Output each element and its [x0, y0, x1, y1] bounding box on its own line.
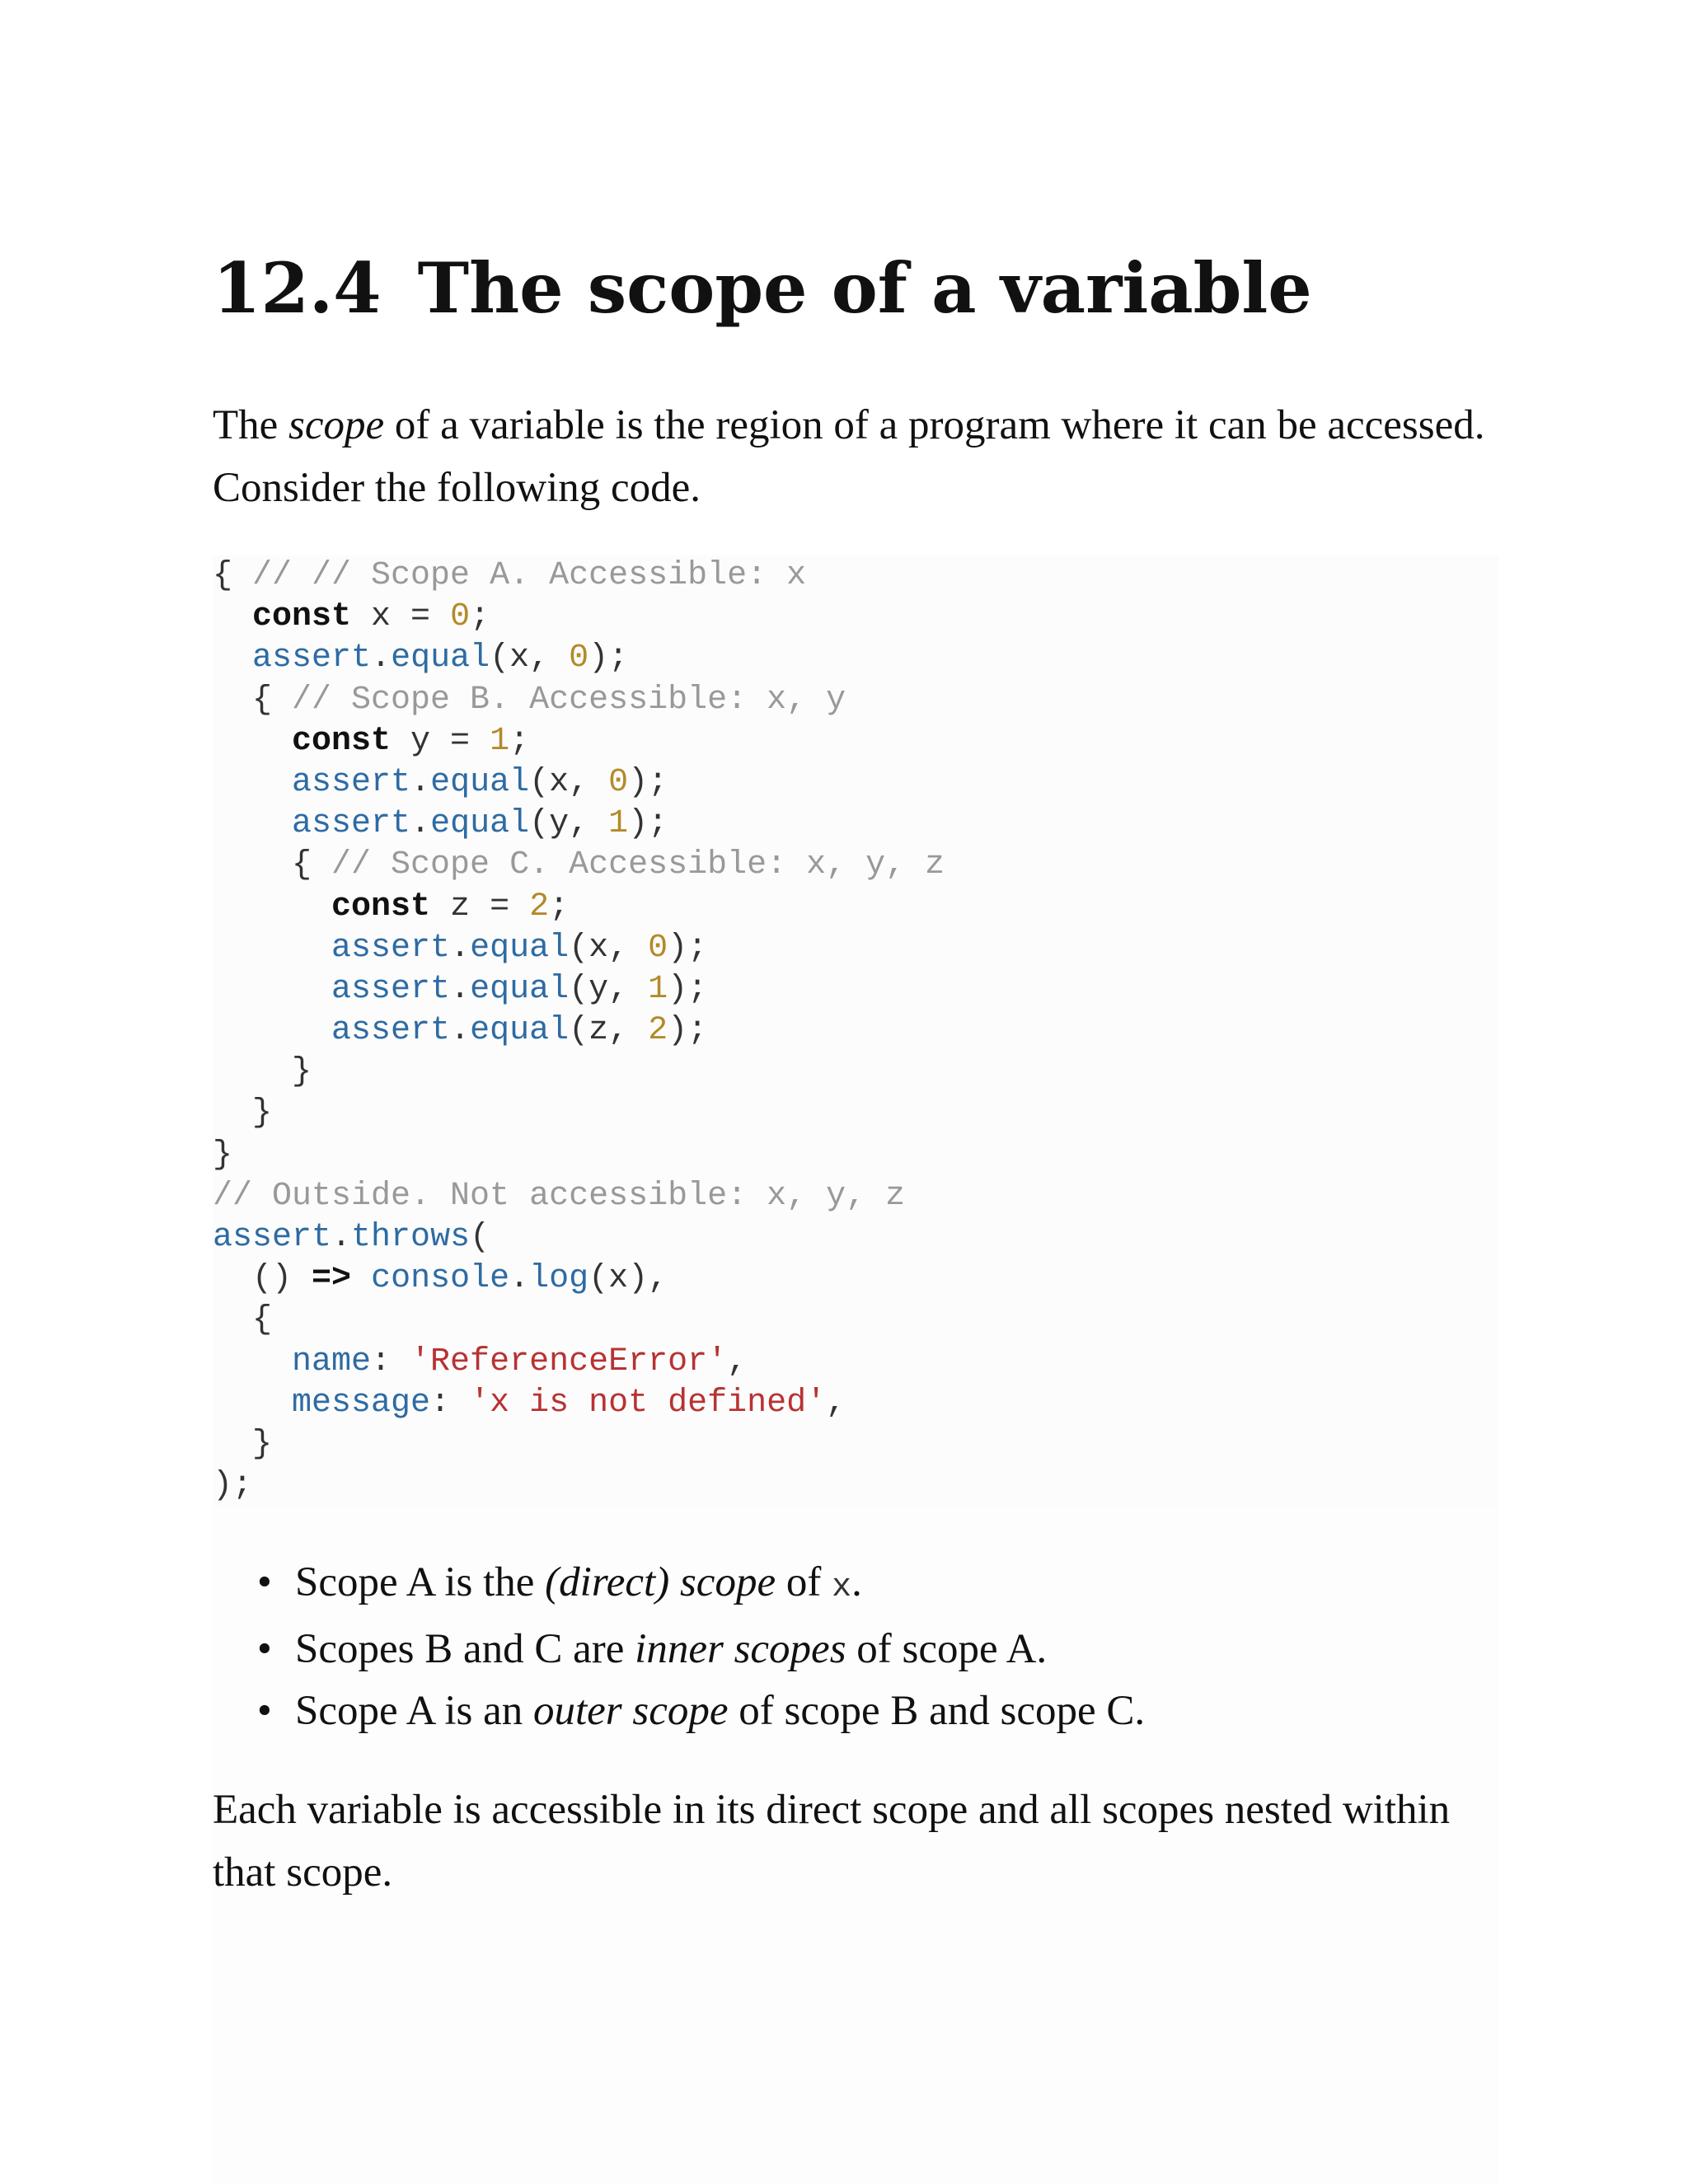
section-heading [213, 247, 1312, 330]
closing-paragraph: Each variable is accessible in its direct scope and all scopes nested within that scope. [213, 1787, 1451, 1896]
code-line: assert.equal(y, 1); [331, 970, 708, 1008]
section-number: 12.4 [213, 247, 382, 329]
intro-text-end: of a variable is the region of a program where it can be accessed. Consider the following code. [213, 402, 1485, 511]
code-line: const y = 1; [292, 722, 530, 760]
bullet-text: of scope B and scope C. [728, 1688, 1146, 1734]
code-line: message: 'x is not defined', [292, 1384, 846, 1422]
list-item [213, 1680, 1145, 1742]
code-line: } [213, 1425, 273, 1463]
code-line: } [213, 1136, 233, 1174]
intro-text-start: The [213, 402, 289, 448]
code-line: { [213, 1301, 273, 1339]
intro-emphasis: scope [288, 402, 385, 448]
bullet-icon: • [257, 1688, 272, 1734]
code-line: assert.equal(z, 2); [331, 1012, 708, 1050]
code-block [213, 555, 1498, 1507]
list-item [213, 1552, 1145, 1619]
bullet-emphasis: inner scopes [635, 1626, 846, 1672]
code-line: ); [213, 1467, 253, 1505]
bullet-text: of [776, 1559, 832, 1605]
code-line: const x = 0; [252, 598, 490, 636]
code-line: assert.equal(x, 0); [331, 929, 708, 967]
code-line: // Outside. Not accessible: x, y, z [213, 1177, 906, 1215]
code-line: { // Scope C. Accessible: x, y, z [213, 846, 945, 884]
bullet-text: Scope A is the [295, 1559, 546, 1605]
code-line: const z = 2; [331, 888, 570, 926]
code-line: } [213, 1053, 312, 1091]
bullet-text: Scopes B and C are [295, 1626, 635, 1672]
code-line: assert.equal(x, 0); [252, 640, 629, 677]
section-title: The scope of a variable [417, 247, 1312, 329]
list-item [213, 1619, 1145, 1680]
bullet-text: Scope A is an [295, 1688, 533, 1734]
code-line: { // // Scope A. Accessible: x [213, 557, 807, 594]
scope-bullet-list [213, 1552, 1145, 1742]
inline-code: x [832, 1569, 852, 1606]
intro-paragraph [213, 394, 1498, 519]
code-line: assert.equal(y, 1); [292, 805, 668, 843]
code-line: { // Scope B. Accessible: x, y [213, 681, 846, 719]
bullet-icon: • [257, 1626, 272, 1672]
code-line: () => console.log(x), [213, 1260, 668, 1298]
code-line: assert.throws( [213, 1219, 490, 1256]
code-line: assert.equal(x, 0); [292, 763, 668, 801]
bullet-text: . [851, 1559, 862, 1605]
code-line: name: 'ReferenceError', [292, 1343, 748, 1380]
bullet-icon: • [257, 1559, 272, 1605]
code-line: } [213, 1094, 273, 1132]
bullet-emphasis: (direct) scope [545, 1559, 776, 1605]
bullet-text: of scope A. [846, 1626, 1048, 1672]
bullet-emphasis: outer scope [533, 1688, 729, 1734]
